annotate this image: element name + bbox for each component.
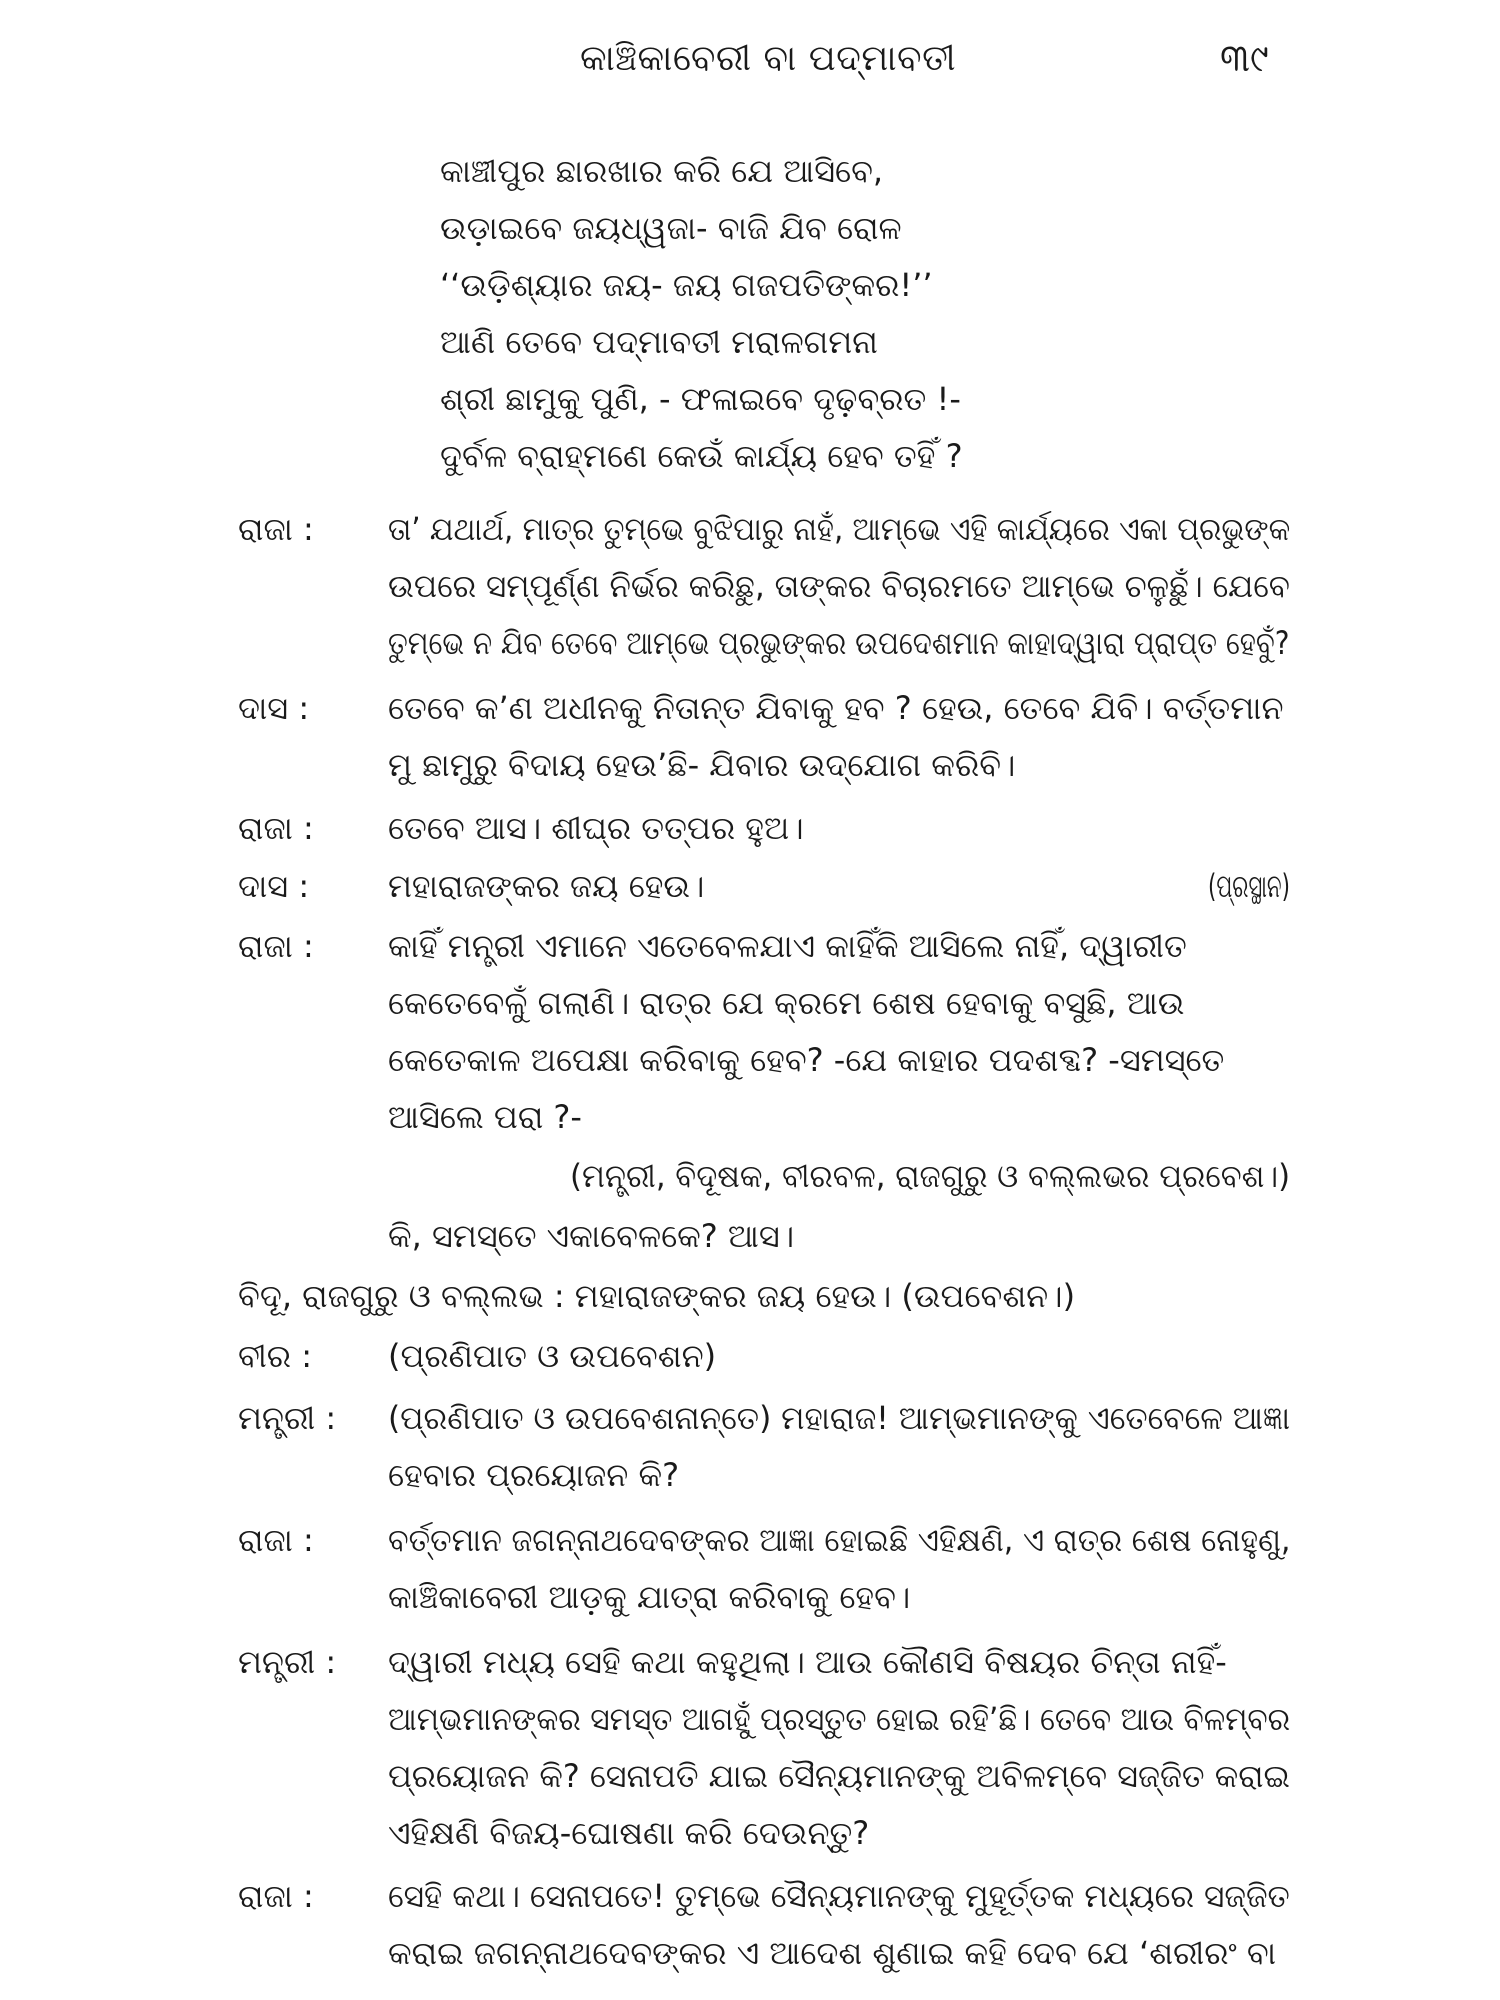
dialogue-line: କେତେକାଳ ଅପେକ୍ଷା କରିବାକୁ ହେବ? -ଯେ କାହାର ପଦଶବ୍ଦ? -ସମସ୍ତେ	[388, 1041, 1225, 1079]
stage-direction: (ମନ୍ତ୍ରୀ, ବିଦୂଷକ, ବୀରବଳ, ରାଜଗୁରୁ ଓ ବଲ୍ଲଭର ପ୍ରବେଶ।)	[570, 1157, 1291, 1195]
dialogue-line: ଏହିକ୍ଷଣି ବିଜୟ-ଘୋଷଣା କରି ଦେଉନ୍ତୁ?	[388, 1814, 870, 1852]
speaker-label: ରାଜା :	[238, 1521, 314, 1559]
speaker-label: ଦାସ :	[238, 689, 310, 727]
speaker-label: ମନ୍ତ୍ରୀ :	[238, 1399, 337, 1437]
page-number: ୩୯	[1220, 36, 1269, 80]
dialogue-line: ହେବାର ପ୍ରୟୋଜନ କି?	[388, 1456, 680, 1494]
verse-line: ଉଡ଼ାଇବେ ଜୟଧ୍ୱଜା- ବାଜି ଯିବ ରୋଳ	[440, 209, 902, 247]
dialogue-line: କରାଇ ଜଗନ୍ନାଥଦେବଙ୍କର ଏ ଆଦେଶ ଶୁଣାଇ କହି ଦେବ ଯେ ‘ଶରୀରଂ ବା	[388, 1934, 1277, 1972]
speaker-label: ମନ୍ତ୍ରୀ :	[238, 1643, 337, 1681]
dialogue-line: ମୁ ଛାମୁରୁ ବିଦାୟ ହେଉ’ଛି- ଯିବାର ଉଦ୍‌ଯୋଗ କରିବି।	[388, 746, 1016, 784]
dialogue-line: (ପ୍ରଣିପାତ ଓ ଉପବେଶନ)	[388, 1337, 717, 1375]
dialogue-line: ମହାରାଜଙ୍କର ଜୟ ହେଉ।	[388, 867, 705, 905]
dialogue-line: କାଞ୍ଚିକାବେରୀ ଆଡ଼କୁ ଯାତ୍ରା କରିବାକୁ ହେବ।	[388, 1578, 911, 1616]
speaker-label: ରାଜା :	[238, 510, 314, 548]
dialogue-line: (ପ୍ରଣିପାତ ଓ ଉପବେଶନାନ୍ତେ) ମହାରାଜ! ଆମ୍ଭମାନଙ୍କୁ ଏତେବେଳେ ଆଜ୍ଞା	[388, 1399, 1291, 1437]
running-header-title: କାଞ୍ଚିକାବେରୀ ବା ପଦ୍ମାବତୀ	[580, 38, 957, 79]
dialogue-line: ତା’ ଯଥାର୍ଥ, ମାତ୍ର ତୁମ୍ଭେ ବୁଝିପାରୁ ନାହଁ, ଆମ୍ଭେ ଏହି କାର୍ଯ୍ୟରେ ଏକା ପ୍ରଭୁଙ୍କ	[388, 510, 1291, 548]
verse-line: ଆଣି ତେବେ ପଦ୍ମାବତୀ ମରାଳଗମନା	[440, 323, 878, 361]
dialogue-line: କେତେବେଳୁଁ ଗଲାଣି। ରାତ୍ର ଯେ କ୍ରମେ ଶେଷ ହେବାକୁ ବସୁଛି, ଆଉ	[388, 984, 1185, 1022]
verse-line: ଶ୍ରୀ ଛାମୁକୁ ପୁଣି, - ଫଳାଇବେ ଦୃଢ଼ବ୍ରତ !-	[440, 380, 961, 418]
verse-line: ‘‘ଉଡ଼ିଶ୍ୟାର ଜୟ- ଜୟ ଗଜପତିଙ୍କର!’’	[440, 266, 933, 304]
dialogue-line: ଆମ୍ଭମାନଙ୍କର ସମସ୍ତ ଆଗହୁଁ ପ୍ରସ୍ତୁତ ହୋଇ ରହି’ଛି। ତେବେ ଆଉ ବିଳମ୍ବର	[388, 1700, 1291, 1738]
verse-line: ଦୁର୍ବଳ ବ୍ରାହ୍ମଣେ କେଉଁ କାର୍ଯ୍ୟ ହେବ ତହିଁ ?	[440, 437, 963, 475]
verse-line: କାଞ୍ଚୀପୁର ଛାରଖାର କରି ଯେ ଆସିବେ,	[440, 152, 884, 190]
dialogue-line: ବିଦୂ, ରାଜଗୁରୁ ଓ ବଲ୍ଲଭ : ମହାରାଜଙ୍କର ଜୟ ହେଉ। (ଉପବେଶନ।)	[238, 1277, 1076, 1315]
dialogue-line: ଆସିଲେ ପରା ?-	[388, 1098, 582, 1136]
dialogue-line: ସେହି କଥା। ସେନାପତେ! ତୁମ୍ଭେ ସୈନ୍ୟମାନଙ୍କୁ ମୁହୂର୍ତ୍ତକ ମଧ୍ୟରେ ସଜ୍ଜିତ	[388, 1877, 1290, 1915]
dialogue-line: ବର୍ତ୍ତମାନ ଜଗନ୍ନାଥଦେବଙ୍କର ଆଜ୍ଞା ହୋଇଛି ଏହିକ୍ଷଣି, ଏ ରାତ୍ର ଶେଷ ନୋହୁଣୁ,	[388, 1521, 1291, 1559]
dialogue-line: ଉପରେ ସମ୍ପୂର୍ଣ୍ଣ ନିର୍ଭର କରିଛୁ, ତାଙ୍କର ବିଚାରମତେ ଆମ୍ଭେ ଚଳୁଛୁଁ। ଯେବେ	[388, 567, 1290, 605]
speaker-label: ରାଜା :	[238, 1877, 314, 1915]
dialogue-line: କାହିଁ ମନ୍ତ୍ରୀ ଏମାନେ ଏତେବେଳଯାଏ କାହିଁକି ଆସିଲେ ନାହିଁ, ଦ୍ୱାରୀତ	[388, 927, 1187, 965]
speaker-label: ବୀର :	[238, 1337, 313, 1375]
dialogue-line: ତୁମ୍ଭେ ନ ଯିବ ତେବେ ଆମ୍ଭେ ପ୍ରଭୁଙ୍କର ଉପଦେଶମାନ କାହାଦ୍ୱାରା ପ୍ରାପ୍ତ ହେବୁଁ?	[388, 624, 1290, 662]
stage-direction: (ପ୍ରସ୍ଥାନ)	[1208, 867, 1290, 905]
speaker-label: ରାଜା :	[238, 809, 314, 847]
dialogue-line: ଦ୍ୱାରୀ ମଧ୍ୟ ସେହି କଥା କହୁଥିଲା। ଆଉ କୌଣସି ବିଷୟର ଚିନ୍ତା ନାହିଁ-	[388, 1643, 1227, 1681]
speaker-label: ରାଜା :	[238, 927, 314, 965]
dialogue-line: ତେବେ ଆସ। ଶୀଘ୍ର ତତ୍ପର ହୁଅ।	[388, 809, 804, 847]
dialogue-line: ପ୍ରୟୋଜନ କି? ସେନାପତି ଯାଇ ସୈନ୍ୟମାନଙ୍କୁ ଅବିଳମ୍ବେ ସଜ୍ଜିତ କରାଇ	[388, 1757, 1290, 1795]
dialogue-line: ତେବେ କ’ଣ ଅଧୀନକୁ ନିତାନ୍ତ ଯିବାକୁ ହବ ? ହେଉ, ତେବେ ଯିବି। ବର୍ତ୍ତମାନ	[388, 689, 1284, 727]
dialogue-line: କି, ସମସ୍ତେ ଏକାବେଳକେ? ଆସ।	[388, 1217, 795, 1255]
speaker-label: ଦାସ :	[238, 867, 310, 905]
